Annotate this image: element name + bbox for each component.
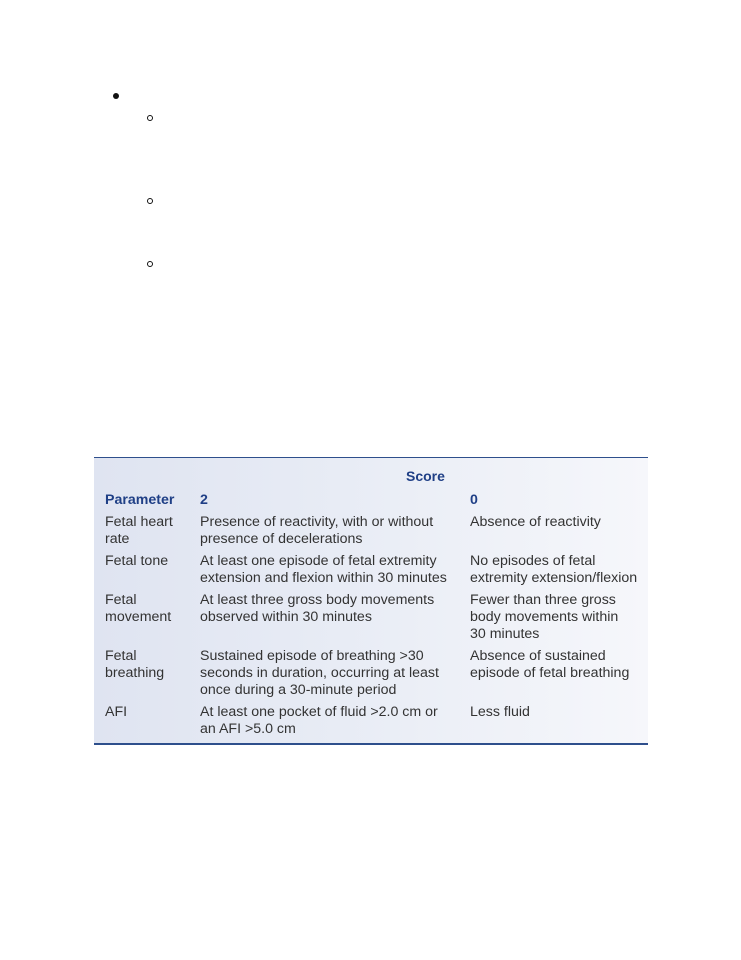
row-parameter: AFI (105, 704, 128, 720)
row-score-2: Presence of reactivity, with or without presence of decelerations (200, 514, 434, 547)
row-parameter: Fetal breathing (105, 648, 165, 681)
sublist-bullet (147, 115, 153, 121)
row-score-0: Less fluid (470, 704, 530, 720)
row-score-2: Sustained episode of breathing >30 seconds in duration, occurring at least once during a 30-minute period (200, 648, 439, 698)
header-score-0: 0 (470, 492, 478, 508)
row-parameter: Fetal movement (105, 592, 172, 625)
row-score-0: Absence of sustained episode of fetal breathing (470, 648, 630, 681)
row-score-0: Absence of reactivity (470, 514, 601, 530)
header-score-2: 2 (200, 492, 208, 508)
scoring-table (94, 457, 648, 745)
row-score-0: No episodes of fetal extremity extension/flexion (470, 553, 638, 586)
row-parameter: Fetal heart rate (105, 514, 173, 547)
row-score-2: At least three gross body movements observed within 30 minutes (200, 592, 435, 625)
score-header: Score (406, 468, 445, 484)
sublist-bullet (147, 261, 153, 267)
header-parameter: Parameter (105, 492, 175, 508)
row-score-0: Fewer than three gross body movements within 30 minutes (470, 592, 619, 642)
row-parameter: Fetal tone (105, 553, 169, 569)
row-score-2: At least one pocket of fluid >2.0 cm or an AFI >5.0 cm (200, 704, 438, 737)
sublist-bullet (147, 198, 153, 204)
list-bullet (113, 93, 119, 99)
row-score-2: At least one episode of fetal extremity extension and flexion within 30 minutes (200, 553, 447, 586)
